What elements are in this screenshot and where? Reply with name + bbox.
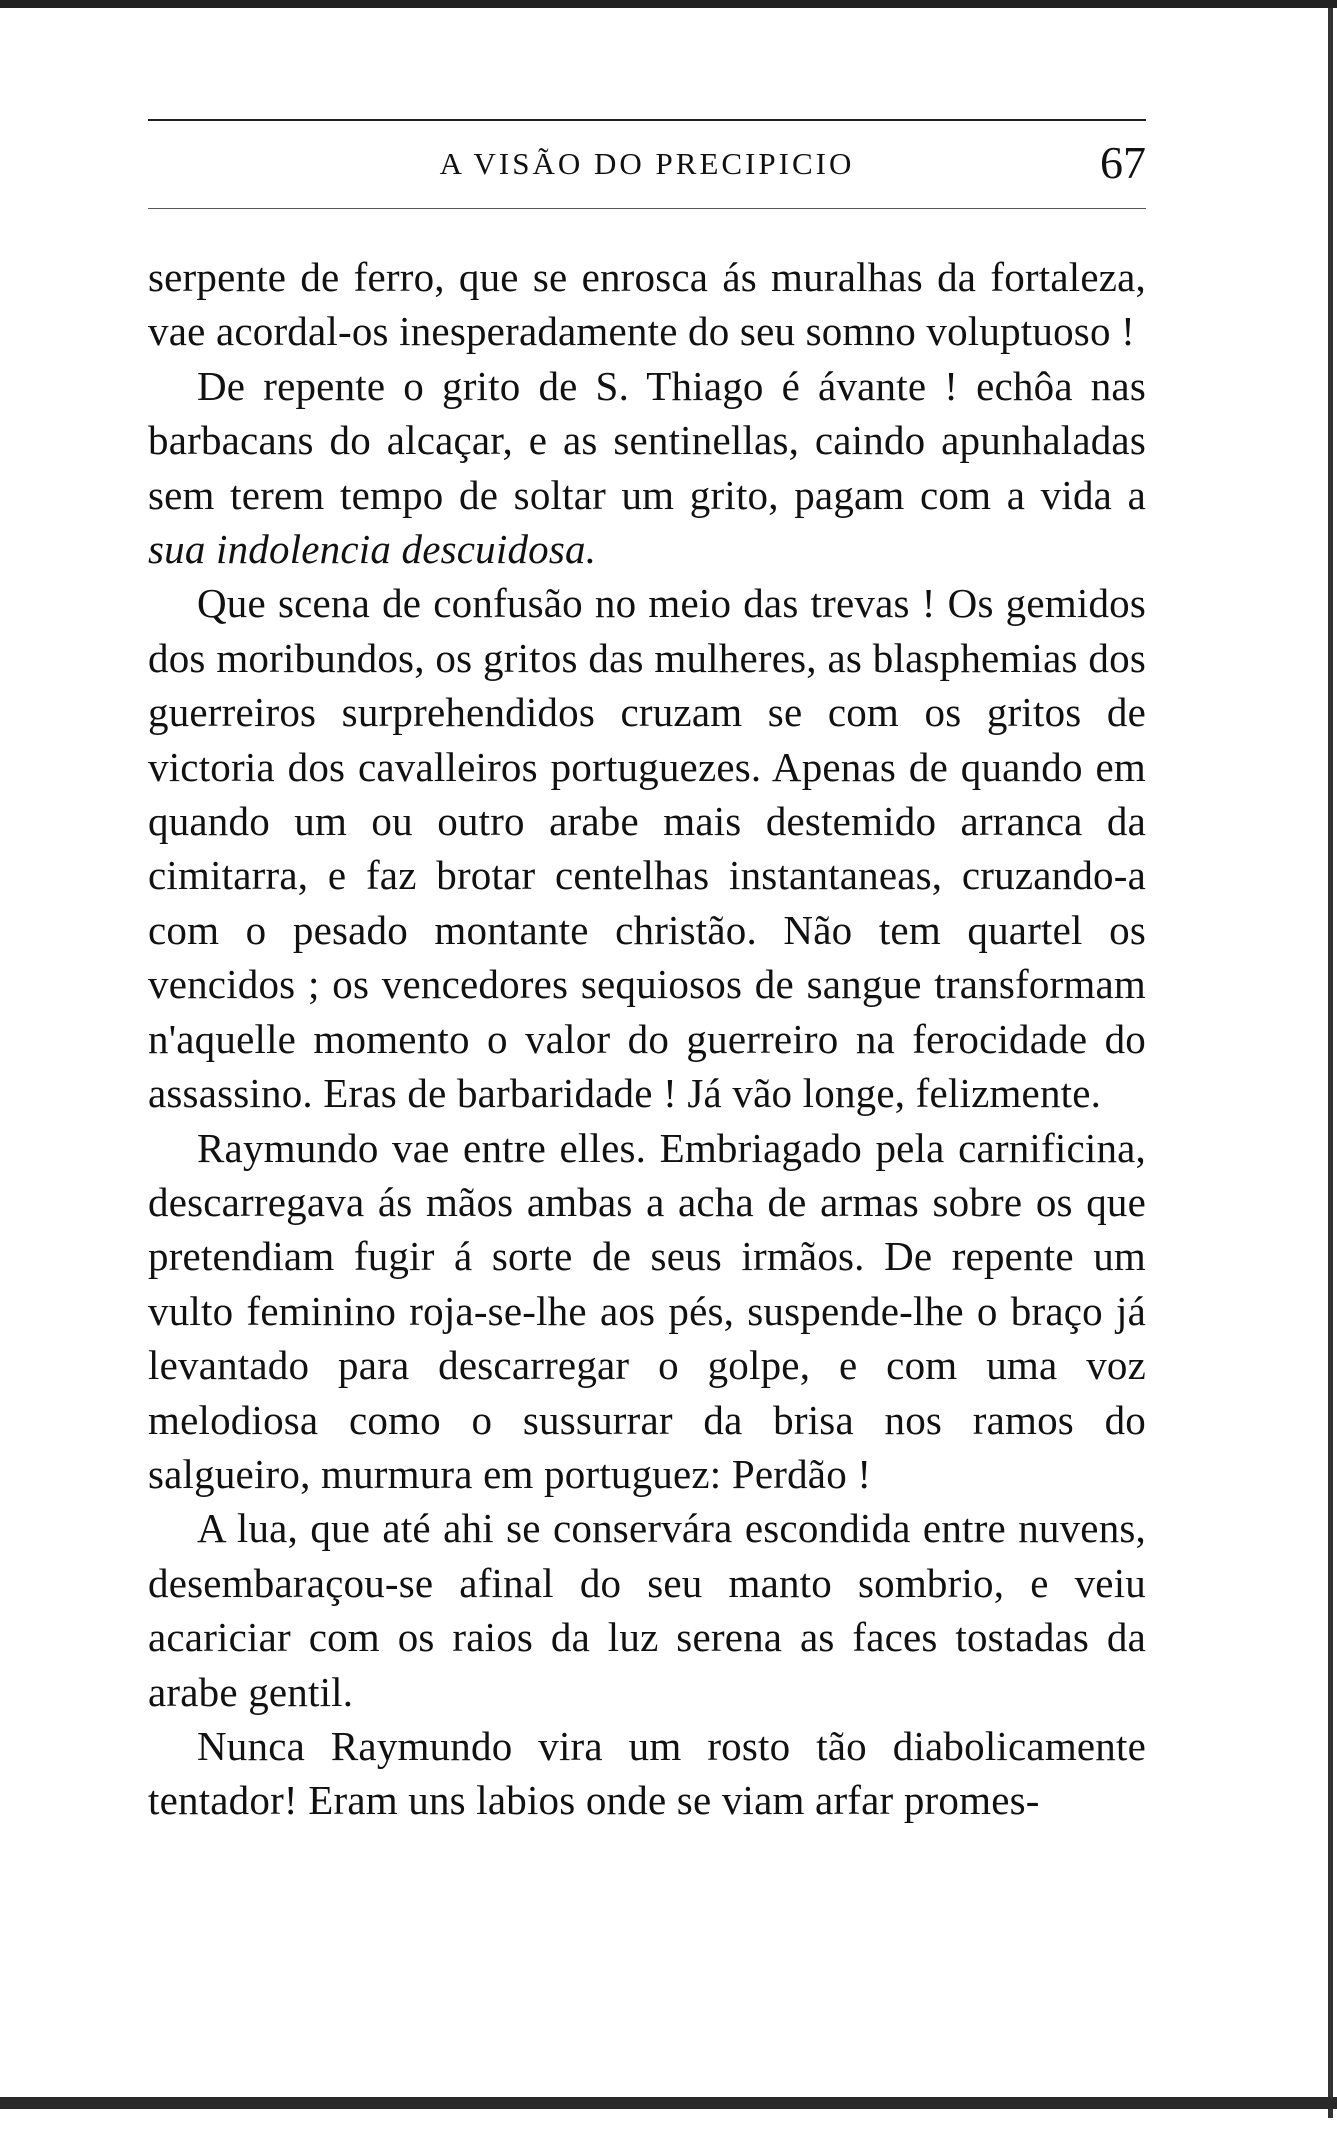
page-number: 67 — [1100, 137, 1146, 188]
paragraph-4: Raymundo vae entre elles. Embriagado pela carnificina, descarregava ás mãos ambas a acha de armas sobre os que pretendiam fugir á sorte de seus irmãos. De repente um vulto feminino roja-se-lhe aos pés, suspende-lhe o braço já levantado para descarregar o golpe, e com uma voz melodiosa como o sussurrar da brisa nos ramos do salgueiro, murmura em portuguez: Perdão ! — [148, 1124, 1146, 1497]
header-rule-top — [148, 119, 1146, 121]
body-text — [148, 250, 1146, 1828]
running-title: A VISÃO DO PRECIPICIO — [439, 146, 855, 181]
paragraph-6: Nunca Raymundo vira um rosto tão diabolicamente tentador! Eram uns labios onde se viam arfar promes- — [148, 1722, 1146, 1824]
scan-edge-top — [0, 0, 1337, 8]
running-head — [148, 136, 1146, 196]
scan-edge-right — [1328, 8, 1333, 2118]
paragraph-1: serpente de ferro, que se enrosca ás muralhas da fortaleza, vae acordal-os inesperadamente do seu somno voluptuoso ! — [148, 254, 1146, 355]
header-rule-bottom — [148, 208, 1146, 209]
paragraph-5: A lua, que até ahi se conservára escondida entre nuvens, desembaraçou-se afinal do seu manto sombrio, e veiu acariciar com os raios da luz serena as faces tostadas da arabe gentil. — [148, 1505, 1146, 1715]
paragraph-2 — [148, 359, 1146, 577]
paragraph-2-text: De repente o grito de S. Thiago é ávante ! echôa nas barbacans do alcaçar, e as sentinellas, caindo apunhaladas sem terem tempo de soltar um grito, pagam com a vida a — [148, 362, 1146, 518]
scan-edge-bottom — [0, 2097, 1337, 2109]
paragraph-2-italic: sua indolencia descuidosa. — [148, 526, 597, 573]
paragraph-3: Que scena de confusão no meio das trevas ! Os gemidos dos moribundos, os gritos das mulheres, as blasphemias dos guerreiros surprehendidos cruzam se com os gritos de victoria dos cavalleiros portuguezes. Apenas de quando em quando um ou outro arabe mais destemido arranca da cimitarra, e faz brotar centelhas instantaneas, cruzando-a com o pesado montante christão. Não tem quartel os vencidos ; os vencedores sequiosos de sangue transformam n'aquelle momento o valor do guerreiro na ferocidade do assassino. Eras de barbaridade ! Já vão longe, felizmente. — [148, 580, 1146, 1117]
